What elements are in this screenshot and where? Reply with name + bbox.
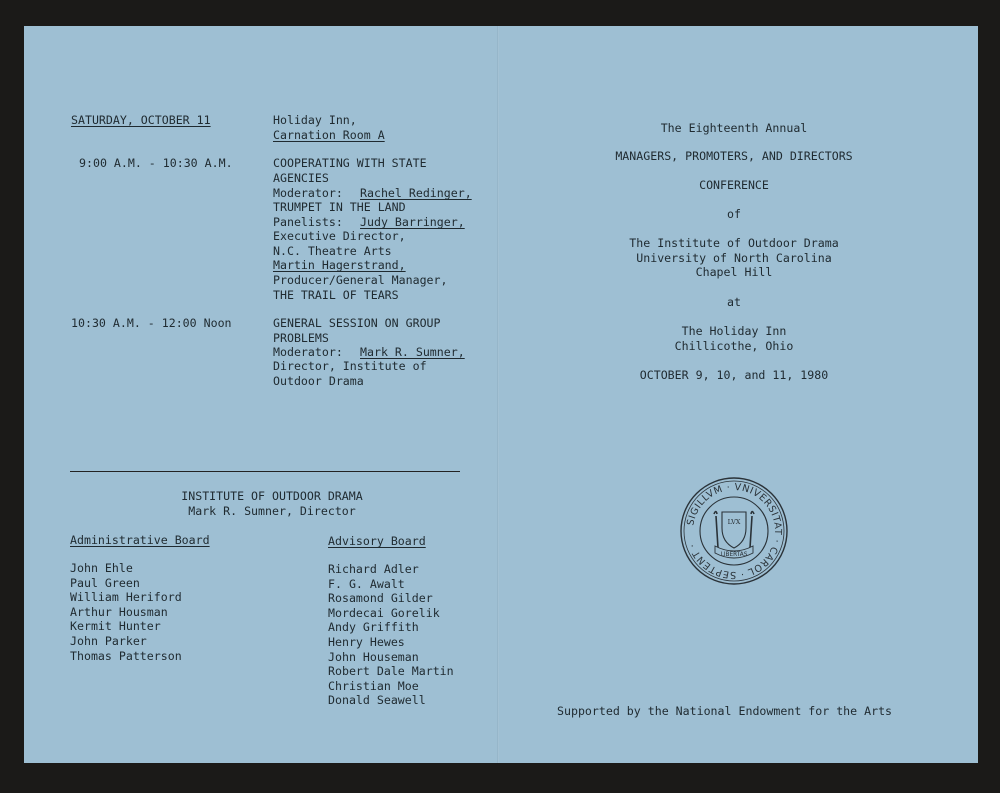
university-seal [679, 476, 789, 586]
panelist2-name: Martin Hagerstrand, [273, 258, 406, 272]
panelist2-role1: Producer/General Manager, [273, 273, 448, 287]
board-member: Donald Seawell [328, 693, 426, 708]
session2-title-line2: PROBLEMS [273, 331, 329, 345]
cover-line9: The Holiday Inn [681, 324, 787, 338]
panelist1-role1: Executive Director, [273, 229, 406, 243]
cover-line5: The Institute of Outdoor Drama [629, 236, 839, 250]
seal-outer-ring-inner [684, 481, 784, 581]
session1-title-line2: AGENCIES [273, 171, 329, 185]
right-torch-icon [750, 512, 754, 549]
advisory-board-heading: Advisory Board [328, 534, 426, 548]
board-member: Andy Griffith [328, 620, 419, 635]
board-member: Paul Green [70, 575, 140, 590]
left-torch-icon [714, 512, 718, 549]
cover-line7: Chapel Hill [695, 265, 773, 279]
session1-time: 9:00 A.M. - 10:30 A.M. [79, 156, 233, 170]
cover-line8: at [727, 295, 741, 309]
board-member: John Ehle [70, 561, 133, 575]
session1-moderator-name: Rachel Redinger, [360, 186, 472, 200]
board-member: Christian Moe [328, 678, 419, 693]
session1-panelists-label: Panelists: [273, 215, 343, 229]
session2-moderator-role2: Outdoor Drama [273, 374, 364, 388]
venue-line2: Carnation Room A [273, 128, 385, 142]
session2-title-line1: GENERAL SESSION ON GROUP [273, 316, 441, 330]
board-member: Richard Adler [328, 562, 419, 576]
schedule-day: SATURDAY, OCTOBER 11 [71, 113, 211, 127]
cover-line4: of [727, 207, 741, 221]
board-member: John Parker [70, 634, 147, 648]
board-member: Robert Dale Martin [328, 664, 454, 679]
session2-time: 10:30 A.M. - 12:00 Noon [71, 316, 232, 330]
panelist1-role2: N.C. Theatre Arts [273, 244, 392, 258]
cover-line3: CONFERENCE [699, 178, 769, 192]
cover-line10: Chillicothe, Ohio [674, 339, 794, 353]
session1-title-line1: COOPERATING WITH STATE [273, 156, 427, 170]
seal-motto-bottom: LIBERTAS [720, 552, 748, 558]
cover-line6: University of North Carolina [636, 251, 832, 265]
board-member: Henry Hewes [328, 635, 405, 649]
board-member: William Heriford [70, 590, 182, 605]
session2-moderator-role1: Director, Institute of [273, 359, 427, 373]
session2-moderator-name: Mark R. Sumner, [360, 345, 465, 359]
cover-line1: The Eighteenth Annual [660, 121, 808, 135]
session1-moderator-label: Moderator: [273, 186, 343, 200]
section-divider [70, 471, 460, 472]
institute-name: INSTITUTE OF OUTDOOR DRAMA [181, 489, 363, 503]
panelist1-name: Judy Barringer, [360, 215, 465, 229]
board-member: John Houseman [328, 649, 419, 664]
seal-outer-ring [681, 478, 787, 584]
board-member: F. G. Awalt [328, 576, 405, 591]
seal-motto-top: LVX [727, 518, 741, 526]
panelist2-role2: THE TRAIL OF TEARS [273, 288, 399, 302]
session1-moderator-org: TRUMPET IN THE LAND [273, 200, 406, 214]
session2-moderator-label: Moderator: [273, 345, 343, 359]
board-member: Rosamond Gilder [328, 591, 433, 606]
board-member: Thomas Patterson [70, 648, 182, 663]
board-member: Kermit Hunter [70, 619, 161, 634]
administrative-board-heading: Administrative Board [70, 533, 210, 547]
seal-ring-text: SIGILLVM · VNIVERSITAT · CAROL · SEPTENT · [685, 481, 784, 581]
institute-director: Mark R. Sumner, Director [188, 504, 356, 518]
center-fold [497, 26, 499, 763]
support-statement: Supported by the National Endowment for the Arts [557, 704, 893, 718]
venue-line1: Holiday Inn, [273, 113, 357, 127]
board-member: Mordecai Gorelik [328, 605, 440, 620]
board-member: Arthur Housman [70, 604, 168, 619]
cover-line2: MANAGERS, PROMOTERS, AND DIRECTORS [615, 149, 853, 163]
cover-line11: OCTOBER 9, 10, and 11, 1980 [639, 368, 829, 382]
